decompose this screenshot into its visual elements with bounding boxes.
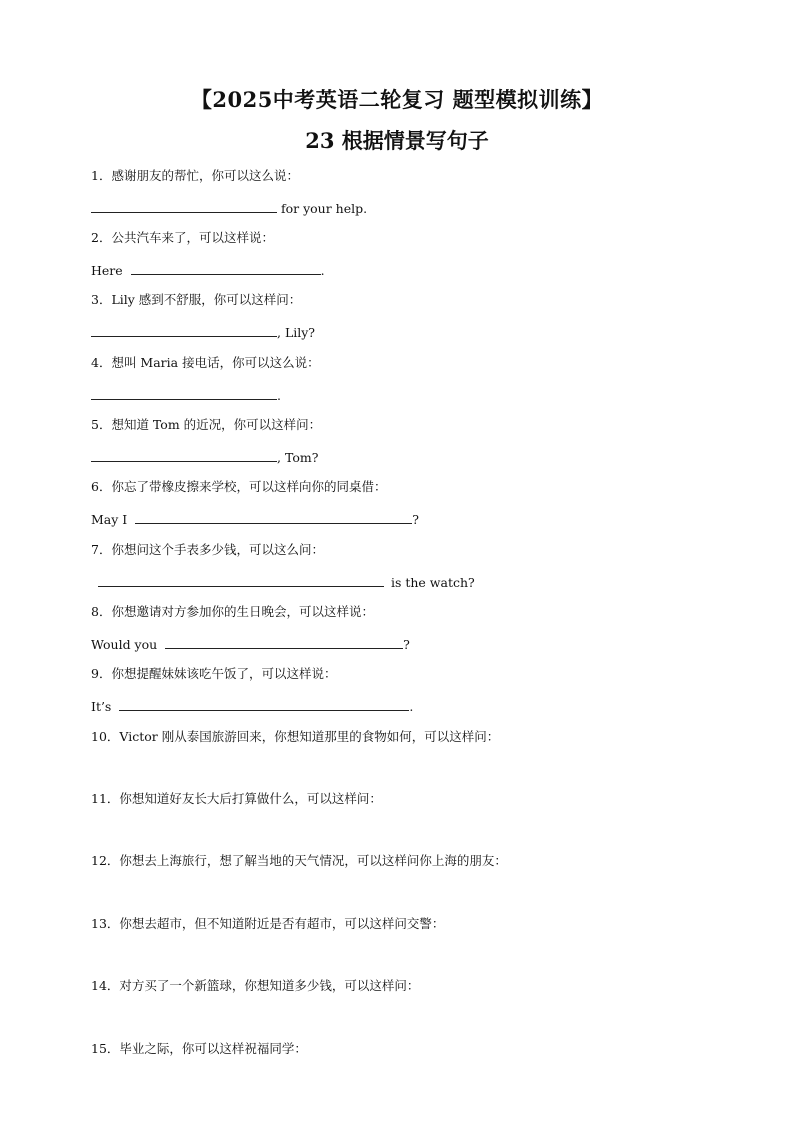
question-7-prompt: 7．你想问这个手表多少钱，可以这么问： <box>91 542 324 557</box>
question-3-answer-line: , Lily? <box>91 323 315 341</box>
question-10-prompt: 10．Victor 刚从泰国旅游回来，你想知道那里的食物如何，可以这样问： <box>91 729 500 744</box>
answer-blank-7[interactable] <box>98 573 384 587</box>
answer-blank-1[interactable] <box>91 199 277 213</box>
question-11-prompt: 11．你想知道好友长大后打算做什么，可以这样问： <box>91 791 382 806</box>
page-subtitle: 23 根据情景写句子 <box>305 128 489 153</box>
question-8-answer-line: Would you ? <box>91 637 410 652</box>
question-12-prompt: 12．你想去上海旅行，想了解当地的天气情况，可以这样问你上海的朋友： <box>91 853 507 868</box>
question-6-answer-line: May I ? <box>91 512 419 527</box>
answer-blank-5[interactable] <box>91 448 277 462</box>
question-2-prompt: 2．公共汽车来了，可以这样说： <box>91 230 274 245</box>
page-title: 【2025中考英语二轮复习 题型模拟训练】 <box>190 87 604 112</box>
answer-blank-2[interactable] <box>131 261 321 275</box>
question-8-prompt: 8．你想邀请对方参加你的生日晚会，可以这样说： <box>91 604 374 619</box>
question-5-prompt: 5．想知道 Tom 的近况，你可以这样问： <box>91 417 322 432</box>
answer-blank-8[interactable] <box>165 635 403 649</box>
answer-blank-4[interactable] <box>91 386 277 400</box>
question-14-prompt: 14．对方买了一个新篮球，你想知道多少钱，可以这样问： <box>91 978 420 993</box>
question-1-prompt: 1．感谢朋友的帮忙，你可以这么说： <box>91 168 299 183</box>
question-15-prompt: 15．毕业之际，你可以这样祝福同学： <box>91 1041 307 1056</box>
question-4-answer-line: . <box>91 386 281 404</box>
question-1-answer-line: for your help. <box>91 199 367 217</box>
question-9-prompt: 9．你想提醒妹妹该吃午饭了，可以这样说： <box>91 666 337 681</box>
question-3-prompt: 3．Lily 感到不舒服，你可以这样问： <box>91 292 302 307</box>
question-2-answer-line: Here . <box>91 263 325 278</box>
answer-blank-6[interactable] <box>135 510 412 524</box>
question-13-prompt: 13．你想去超市，但不知道附近是否有超市，可以这样问交警： <box>91 916 445 931</box>
question-7-answer-line: is the watch? <box>98 573 475 591</box>
answer-blank-3[interactable] <box>91 323 277 337</box>
question-9-answer-line: It’s . <box>91 699 414 714</box>
question-5-answer-line: , Tom? <box>91 448 318 466</box>
question-6-prompt: 6．你忘了带橡皮擦来学校，可以这样向你的同桌借： <box>91 479 387 494</box>
answer-blank-9[interactable] <box>119 697 409 711</box>
question-4-prompt: 4．想叫 Maria 接电话，你可以这么说： <box>91 355 320 370</box>
